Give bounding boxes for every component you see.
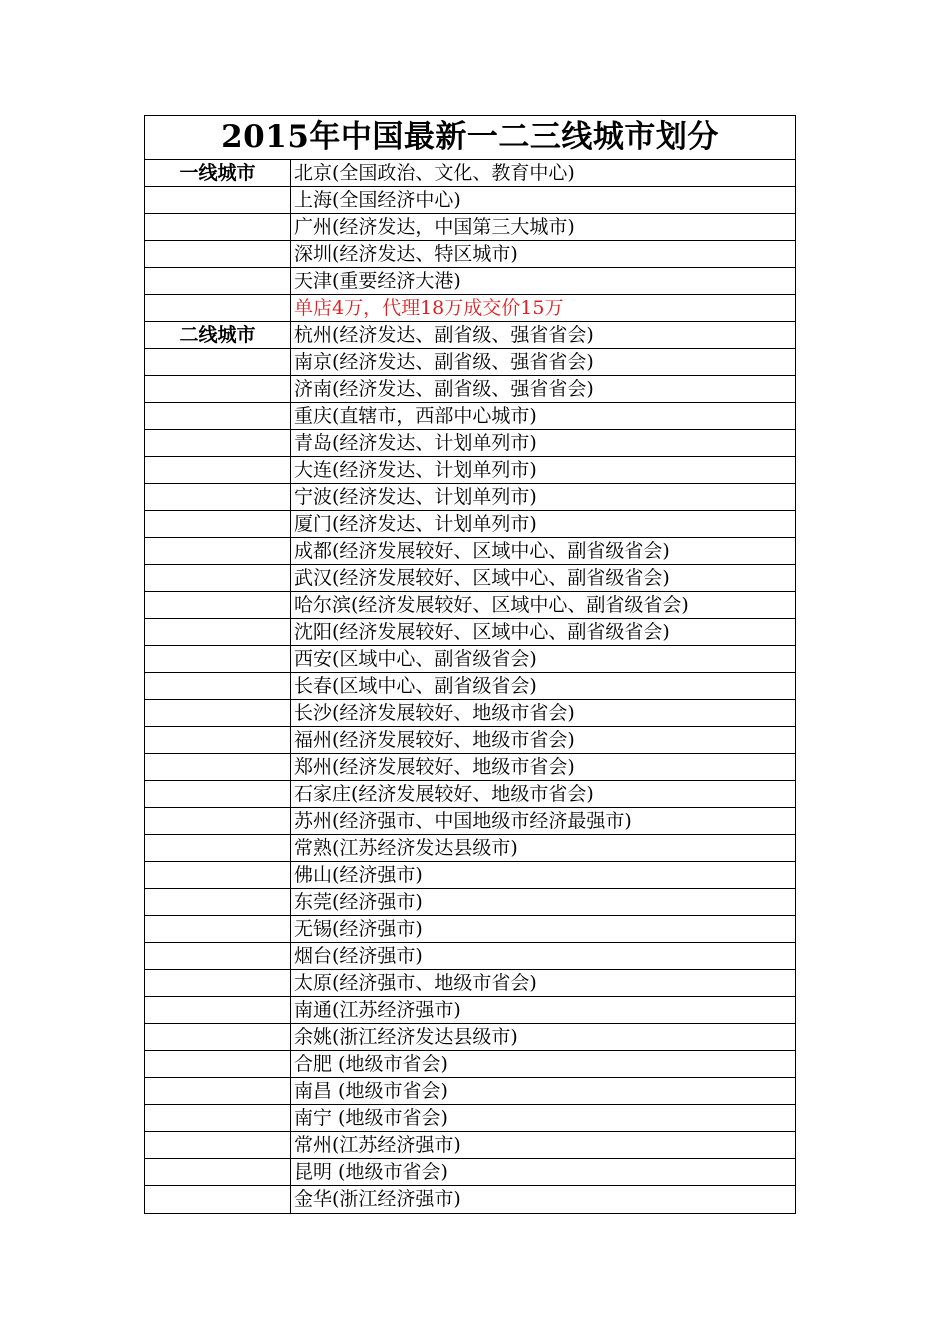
table-row: [145, 646, 795, 673]
table-row: [145, 1024, 795, 1051]
city-cell: 济南(经济发达、副省级、强省省会): [294, 378, 594, 400]
table-row: [145, 322, 795, 349]
tier-category-cell: [145, 1024, 291, 1050]
tier-category-cell: [145, 1186, 291, 1213]
tier-category-cell: [145, 538, 291, 564]
city-cell: 长沙(经济发展较好、地级市省会): [294, 702, 575, 724]
city-cell: 佛山(经济强市): [294, 864, 423, 886]
tier-category-cell: [145, 808, 291, 834]
city-cell: 昆明 (地级市省会): [294, 1161, 448, 1183]
tier-category-cell: [145, 457, 291, 483]
city-cell: 天津(重要经济大港): [294, 270, 461, 292]
city-cell: 金华(浙江经济强市): [294, 1188, 461, 1210]
table-row: [145, 808, 795, 835]
city-cell: 深圳(经济发达、特区城市): [294, 243, 518, 265]
table-row: [145, 1078, 795, 1105]
table-row: [145, 484, 795, 511]
tier-category-cell: [145, 619, 291, 645]
table-row: [145, 592, 795, 619]
city-cell: 福州(经济发展较好、地级市省会): [294, 729, 575, 751]
table-row: [145, 160, 795, 187]
city-cell: 烟台(经济强市): [294, 945, 423, 967]
city-cell: 广州(经济发达，中国第三大城市): [294, 216, 575, 238]
city-cell: 常州(江苏经济强市): [294, 1134, 461, 1156]
table-row: [145, 835, 795, 862]
tier-category-cell: [145, 1051, 291, 1077]
city-cell: 石家庄(经济发展较好、地级市省会): [294, 783, 594, 805]
city-cell: 北京(全国政治、文化、教育中心): [294, 162, 575, 184]
tier-category-cell: [145, 511, 291, 537]
table-row: [145, 1105, 795, 1132]
city-cell: 郑州(经济发展较好、地级市省会): [294, 756, 575, 778]
city-cell: 成都(经济发展较好、区域中心、副省级省会): [294, 540, 670, 562]
tier-category-cell: [145, 781, 291, 807]
price-note-cell: 单店4万，代理18万成交价15万: [294, 297, 564, 319]
city-cell: 南通(江苏经济强市): [294, 999, 461, 1021]
tier-category-cell: [145, 484, 291, 510]
table-row: [145, 916, 795, 943]
city-cell: 沈阳(经济发展较好、区域中心、副省级省会): [294, 621, 670, 643]
tier-category-cell: [145, 214, 291, 240]
table-row: [145, 376, 795, 403]
table-row: [145, 862, 795, 889]
tier-category-cell: [145, 592, 291, 618]
city-cell: 南京(经济发达、副省级、强省省会): [294, 351, 594, 373]
tier-category-cell: [145, 565, 291, 591]
table-row: [145, 214, 795, 241]
tier-category-cell: [145, 1105, 291, 1131]
table-row: [145, 700, 795, 727]
tier-category-cell: [145, 889, 291, 915]
tier-category-cell: [145, 1132, 291, 1158]
city-cell: 大连(经济发达、计划单列市): [294, 459, 537, 481]
city-cell: 杭州(经济发达、副省级、强省省会): [294, 324, 594, 346]
city-cell: 南昌 (地级市省会): [294, 1080, 448, 1102]
city-cell: 哈尔滨(经济发展较好、区域中心、副省级省会): [294, 594, 689, 616]
city-cell: 上海(全国经济中心): [294, 189, 461, 211]
tier-category-cell: [145, 943, 291, 969]
city-cell: 苏州(经济强市、中国地级市经济最强市): [294, 810, 632, 832]
tier-category-cell: [145, 646, 291, 672]
table-row: [145, 187, 795, 214]
table-row: [145, 511, 795, 538]
city-cell: 宁波(经济发达、计划单列市): [294, 486, 537, 508]
tier-category-cell: [145, 673, 291, 699]
table-row: [145, 403, 795, 430]
table-row: [145, 727, 795, 754]
city-cell: 南宁 (地级市省会): [294, 1107, 448, 1129]
city-tier-table: [144, 115, 796, 1214]
table-row: [145, 430, 795, 457]
tier-category-cell: [145, 862, 291, 888]
city-cell: 东莞(经济强市): [294, 891, 423, 913]
tier-category-cell: [145, 268, 291, 294]
tier-category-cell: [145, 997, 291, 1023]
table-row: [145, 1186, 795, 1213]
table-row: [145, 673, 795, 700]
city-cell: 无锡(经济强市): [294, 918, 423, 940]
tier-category-cell: [145, 295, 291, 321]
tier-category-cell: [145, 376, 291, 402]
table-row: [145, 754, 795, 781]
tier-category-cell: [145, 403, 291, 429]
city-cell: 青岛(经济发达、计划单列市): [294, 432, 537, 454]
tier-category-cell: [145, 700, 291, 726]
city-cell: 合肥 (地级市省会): [294, 1053, 448, 1075]
tier-category-cell: [145, 916, 291, 942]
table-title: 2015年中国最新一二三线城市划分: [145, 116, 795, 160]
tier-category-cell: 二线城市: [145, 322, 291, 348]
table-row: [145, 781, 795, 808]
table-row: [145, 457, 795, 484]
tier-category-cell: 一线城市: [145, 160, 291, 186]
city-cell: 西安(区域中心、副省级省会): [294, 648, 537, 670]
table-row: [145, 565, 795, 592]
table-row: [145, 295, 795, 322]
table-row: [145, 997, 795, 1024]
table-row: [145, 1159, 795, 1186]
tier-category-cell: [145, 1159, 291, 1185]
tier-category-cell: [145, 727, 291, 753]
tier-category-cell: [145, 187, 291, 213]
tier-category-cell: [145, 349, 291, 375]
tier-category-cell: [145, 1078, 291, 1104]
table-row: [145, 349, 795, 376]
table-row: [145, 889, 795, 916]
city-cell: 长春(区域中心、副省级省会): [294, 675, 537, 697]
table-row: [145, 1051, 795, 1078]
table-row: [145, 943, 795, 970]
city-cell: 太原(经济强市、地级市省会): [294, 972, 537, 994]
city-cell: 余姚(浙江经济发达县级市): [294, 1026, 518, 1048]
tier-category-cell: [145, 241, 291, 267]
city-cell: 常熟(江苏经济发达县级市): [294, 837, 518, 859]
table-row: [145, 970, 795, 997]
tier-category-cell: [145, 430, 291, 456]
city-cell: 厦门(经济发达、计划单列市): [294, 513, 537, 535]
tier-category-cell: [145, 754, 291, 780]
tier-category-cell: [145, 835, 291, 861]
table-body: [145, 160, 795, 1213]
table-row: [145, 1132, 795, 1159]
city-cell: 武汉(经济发展较好、区域中心、副省级省会): [294, 567, 670, 589]
tier-category-cell: [145, 970, 291, 996]
table-row: [145, 619, 795, 646]
table-row: [145, 538, 795, 565]
table-row: [145, 268, 795, 295]
city-cell: 重庆(直辖市，西部中心城市): [294, 405, 537, 427]
table-row: [145, 241, 795, 268]
